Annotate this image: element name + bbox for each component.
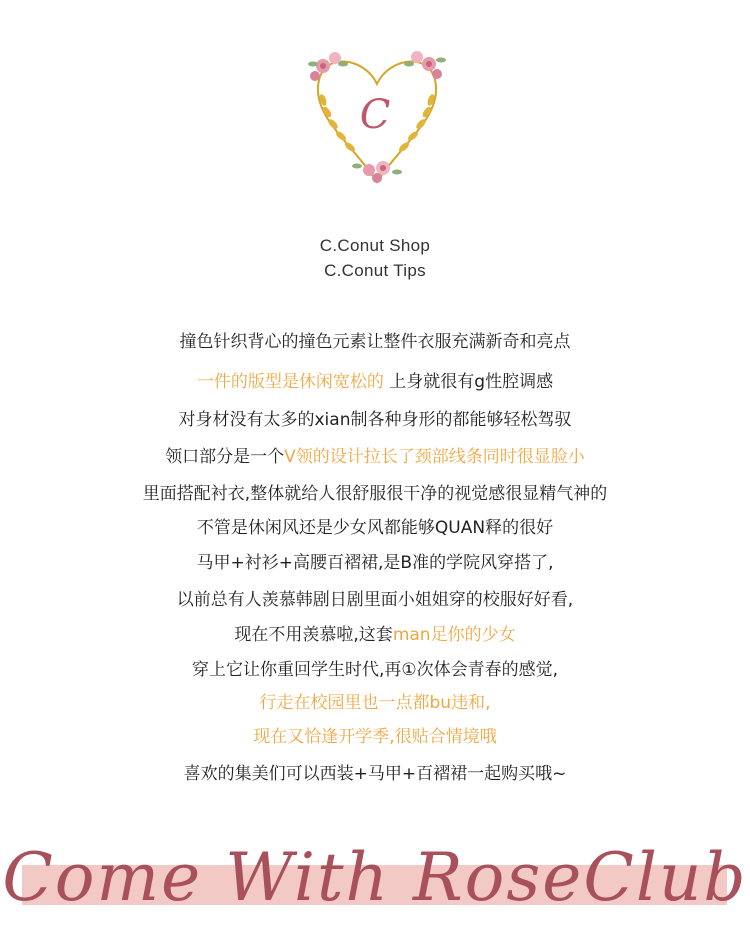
body-text: 以前总有人羡慕韩剧日剧里面小姐姐穿的校服好好看,	[176, 590, 574, 610]
description-line	[0, 726, 750, 748]
highlight-text: 行走在校园里也一点都bu违和,	[259, 693, 491, 713]
description-line	[0, 331, 750, 353]
description-line	[0, 624, 750, 646]
body-text: 马甲+衬衫+高腰百褶裙,是B准的学院风穿搭了,	[196, 553, 554, 573]
highlight-text: 一件的版型是休闲宽松的	[196, 372, 384, 392]
body-text: 不管是休闲风还是少女风都能够QUAN释的很好	[196, 518, 554, 538]
description-line	[0, 483, 750, 505]
shop-tips: C.Conut Tips	[324, 261, 426, 280]
highlight-text: V领的设计拉长了颈部线条同时很显脸小	[284, 447, 585, 467]
body-text: 现在不用羡慕啦,这套	[234, 625, 393, 645]
description-line	[0, 763, 750, 785]
logo-letter: C	[359, 92, 391, 138]
description-line	[0, 409, 750, 431]
logo-heart-wreath	[305, 42, 450, 192]
highlight-text: 现在又恰逢开学季,很贴合情境哦	[253, 727, 497, 747]
body-text: 对身材没有太多的xian制各种身形的都能够轻松驾驭	[178, 410, 572, 430]
description-line	[0, 552, 750, 574]
shop-name: C.Conut Shop	[319, 236, 431, 255]
description-line	[0, 446, 750, 468]
body-text: 里面搭配衬衣,整体就给人很舒服很干净的视觉感很显精气神的	[142, 484, 608, 504]
body-text: 喜欢的集美们可以西装+马甲+百褶裙一起购买哦~	[183, 764, 567, 784]
body-text: 领口部分是一个	[165, 447, 285, 467]
description-line	[0, 659, 750, 681]
description-line	[0, 517, 750, 539]
banner-title: Come With RoseClub	[2, 839, 748, 916]
highlight-text: man足你的少女	[392, 625, 516, 645]
body-text: 穿上它让你重回学生时代,再①次体会青春的感觉,	[191, 660, 559, 680]
description-line	[0, 692, 750, 714]
description-line	[0, 371, 750, 393]
body-text: 撞色针织背心的撞色元素让整件衣服充满新奇和亮点	[179, 332, 571, 352]
description-line	[0, 589, 750, 611]
body-text: 上身就很有g性腔调感	[383, 372, 554, 392]
